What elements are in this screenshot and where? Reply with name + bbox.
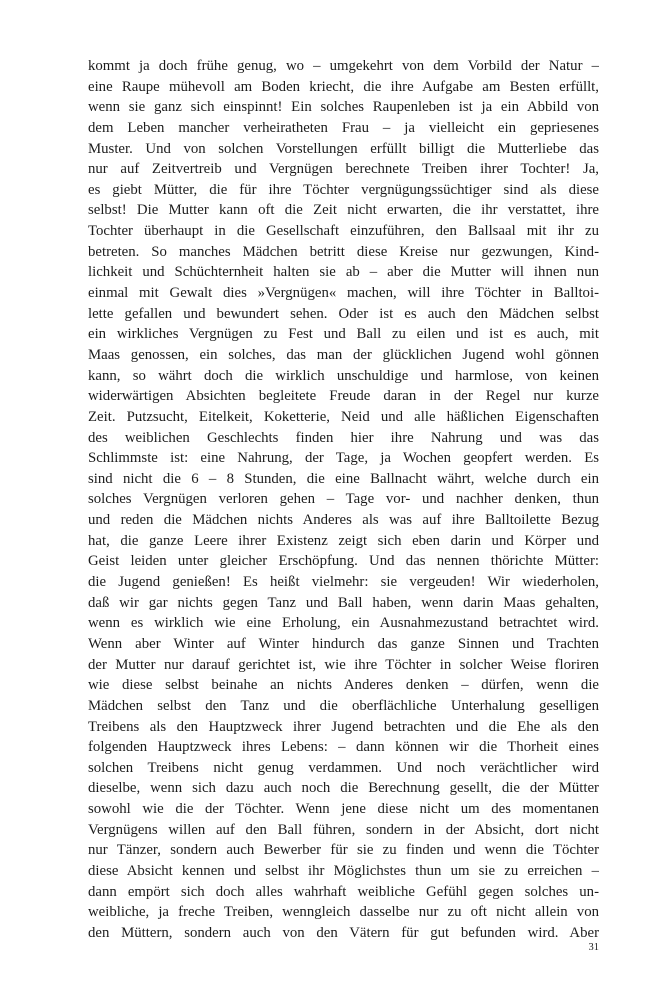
text-line: Mädchen selbst den Tanz und die oberflächliche Unterhalung geselligen (88, 697, 599, 714)
text-line: sind nicht die 6 – 8 Stunden, die eine Ballnacht währt, welche durch ein (88, 470, 599, 487)
text-line: Wenn aber Winter auf Winter hindurch das ganze Sinnen und Trachten (88, 635, 599, 652)
text-line: dieselbe, wenn sich dazu auch noch die Berechnung gesellt, die der Mütter (88, 780, 599, 797)
text-line: es giebt Mütter, die für ihre Töchter vergnügungssüchtiger sind als diese (88, 181, 599, 198)
text-line: ein wirkliches Vergnügen zu Fest und Ball zu eilen und ist es auch, mit (88, 326, 599, 343)
text-line: nur auf Zeitvertreib und Vergnügen berechnete Treiben ihrer Tochter! Ja, (88, 161, 599, 178)
text-line: Muster. Und von solchen Vorstellungen erfüllt billigt die Mutterliebe das (88, 140, 599, 157)
text-line: Geist leiden unter gleicher Erschöpfung. Und das nennen thörichte Mütter: (88, 553, 599, 570)
text-line: solches Vergnügen verloren gehen – Tage vor- und nachher denken, thun (88, 491, 599, 508)
text-line: folgenden Hauptzweck ihres Lebens: – dann können wir die Thorheit eines (88, 739, 599, 756)
text-line: einmal mit Gewalt dies »Vergnügen« machen, will ihre Töchter in Balltoi- (88, 285, 599, 302)
text-line: Schlimmste ist: eine Nahrung, der Tage, ja Wochen geopfert werden. Es (88, 450, 599, 467)
text-line: und reden die Mädchen nichts Anderes als was auf ihre Balltoilette Bezug (88, 512, 599, 529)
text-line: den Müttern, sondern auch von den Vätern für gut befunden wird. Aber (88, 924, 599, 941)
text-line: diese Absicht kennen und selbst ihr Möglichstes thun um sie zu erreichen – (88, 862, 599, 879)
text-line: nur Tänzer, sondern auch Bewerber für sie zu finden und wenn die Töchter (88, 842, 599, 859)
text-line: dem Leben mancher verheiratheten Frau – ja vielleicht ein gepriesenes (88, 119, 599, 136)
text-line: weibliche, ja freche Treiben, wenngleich dasselbe nur zu oft nicht allein von (88, 904, 599, 921)
text-line: hat, die ganze Leere ihrer Existenz zeigt sich eben darin und Körper und (88, 532, 599, 549)
text-line: dann empört sich doch alles wahrhaft weibliche Gefühl gegen solches un- (88, 883, 599, 900)
text-line: eine Raupe mühevoll am Boden kriecht, die ihre Aufgabe am Besten erfüllt, (88, 78, 599, 95)
text-line: wenn es wirklich wie eine Erholung, ein Ausnahmezustand betrachtet wird. (88, 615, 599, 632)
text-line: betreten. So manches Mädchen betritt diese Kreise nur gezwungen, Kind- (88, 243, 599, 260)
text-line: Tochter überhaupt in die Gesellschaft einzuführen, den Ballsaal mit ihr zu (88, 223, 599, 240)
text-line: Maas genossen, ein solches, das man der glücklichen Jugend wohl gönnen (88, 346, 599, 363)
text-line: Treibens als den Hauptzweck ihrer Jugend betrachten und die Ehe als den (88, 718, 599, 735)
text-line: widerwärtigen Absichten begleitete Freude daran in der Regel nur kurze (88, 388, 599, 405)
page-number: 31 (588, 942, 599, 953)
text-line: kommt ja doch frühe genug, wo – umgekehrt von dem Vorbild der Natur – (88, 58, 599, 74)
text-line: wenn sie ganz sich einspinnt! Ein solches Raupenleben ist ja ein Abbild von (88, 99, 599, 116)
text-line: des weiblichen Geschlechts finden hier ihre Nahrung und was das (88, 429, 599, 446)
text-line: sowohl wie die der Töchter. Wenn jene diese nicht um des momentanen (88, 801, 599, 818)
text-line: Zeit. Putzsucht, Eitelkeit, Koketterie, Neid und alle häßlichen Eigenschaften (88, 408, 599, 425)
text-line: die Jugend genießen! Es heißt vielmehr: sie vergeuden! Wir wiederholen, (88, 574, 599, 591)
text-line: wie diese selbst beinahe an nichts Anderes denken – dürfen, wenn die (88, 677, 599, 694)
text-line: selbst! Die Mutter kann oft die Zeit nicht erwarten, die ihr verstattet, ihre (88, 202, 599, 219)
text-line: lichkeit und Schüchternheit halten sie ab – aber die Mutter will ihnen nun (88, 264, 599, 281)
text-line: daß wir gar nichts gegen Tanz und Ball haben, wenn darin Maas gehalten, (88, 594, 599, 611)
body-text (88, 56, 599, 944)
text-line: kann, so währt doch die wirklich unschuldige und harmlose, von keinen (88, 367, 599, 384)
text-line: solchen Treibens nicht genug verdammen. Und noch verächtlicher wird (88, 759, 599, 776)
text-line: Vergnügens willen auf den Ball führen, sondern in der Absicht, dort nicht (88, 821, 599, 838)
text-line: lette gefallen und bewundert sehen. Oder ist es auch den Mädchen selbst (88, 305, 599, 322)
text-line: der Mutter nur darauf gerichtet ist, wie ihre Töchter in solcher Weise floriren (88, 656, 599, 673)
